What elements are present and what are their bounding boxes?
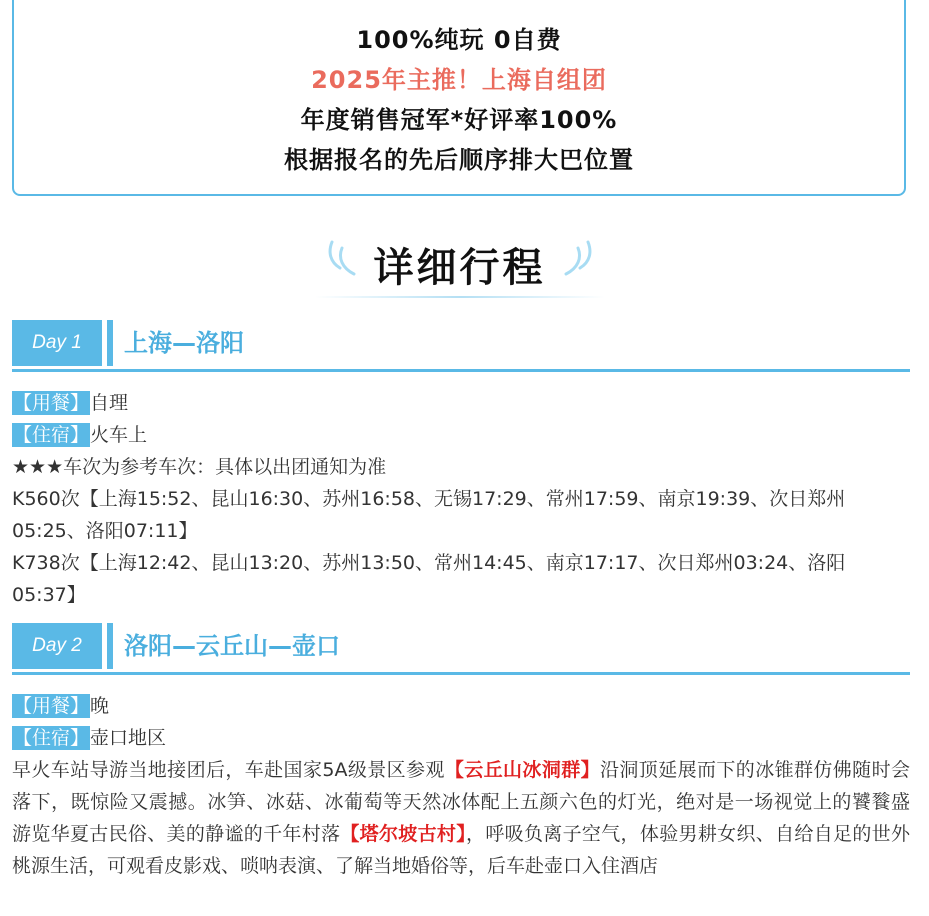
page-title: 详细行程	[373, 245, 546, 291]
meal-value: 晚	[90, 695, 110, 717]
day-divider-bar	[107, 320, 113, 366]
train-k738-line-1: K738次【上海12:42、昆山13:20、苏州13:50、常州14:45、南京17:17、次日郑州03:24、洛阳	[12, 552, 846, 574]
day-route: 洛阳—云丘山—壶口	[124, 632, 340, 660]
stay-value: 火车上	[90, 424, 148, 446]
promo-line-4: 根据报名的先后顺序排大巴位置	[284, 146, 634, 174]
meal-row	[12, 387, 910, 419]
description-text: 沿洞顶延展而下的冰锥群仿佛随时会落下，既惊险又震撼。冰笋、冰菇、冰葡萄等天然冰体配上五颜六色的灯光，绝对是一场视觉上的饕餮盛 游览华夏古民俗、美的静谧的千年村落	[12, 759, 910, 845]
promo-line-3: 年度销售冠军*好评率100%	[300, 106, 618, 134]
stay-tag: 【住宿】	[13, 424, 90, 446]
promo-line-1: 100%纯玩 0自费	[356, 26, 562, 54]
stay-tag: 【住宿】	[13, 727, 90, 749]
description-text: 早火车站导游当地接团后，车赴国家5A级景区参观	[12, 759, 445, 781]
meal-tag: 【用餐】	[13, 695, 90, 717]
day-divider-bar	[107, 623, 113, 669]
train-k560-line-2: 05:25、洛阳07:11】	[12, 520, 198, 542]
day-underline	[12, 369, 910, 372]
day-badge: Day 2	[12, 623, 102, 669]
meal-value: 自理	[90, 392, 129, 414]
stay-row	[12, 722, 910, 754]
day-badge: Day 1	[12, 320, 102, 366]
stay-value: 壶口地区	[90, 727, 167, 749]
stay-row	[12, 419, 910, 451]
day-2-description	[12, 754, 910, 882]
title-underline	[315, 296, 605, 298]
section-title-block	[0, 230, 929, 302]
train-k738-line-2: 05:37】	[12, 584, 86, 606]
day-underline	[12, 672, 910, 675]
promo-box	[12, 0, 906, 196]
train-k560-line-1: K560次【上海15:52、昆山16:30、苏州16:58、无锡17:29、常州17:59、南京19:39、次日郑州	[12, 488, 846, 510]
wing-decoration-right-icon	[558, 238, 598, 282]
day-2-header	[12, 623, 910, 675]
meal-row	[12, 690, 910, 722]
day-route: 上海—洛阳	[124, 329, 244, 357]
train-note: ★★★车次为参考车次：具体以出团通知为准	[12, 456, 387, 478]
meal-tag: 【用餐】	[13, 392, 90, 414]
description-text: ，呼吸负离子空气，体验男耕女织、自给自足的世外桃源生活，可观看皮影戏、唢呐表演、了解当地婚俗等，后车赴壶口入住酒店	[12, 823, 910, 877]
day-1-header	[12, 320, 910, 372]
highlight-attraction: 【塔尔坡古村】	[340, 823, 467, 845]
highlight-attraction: 【云丘山冰洞群】	[444, 759, 601, 781]
promo-line-2: 2025年主推！上海自组团	[311, 66, 607, 94]
